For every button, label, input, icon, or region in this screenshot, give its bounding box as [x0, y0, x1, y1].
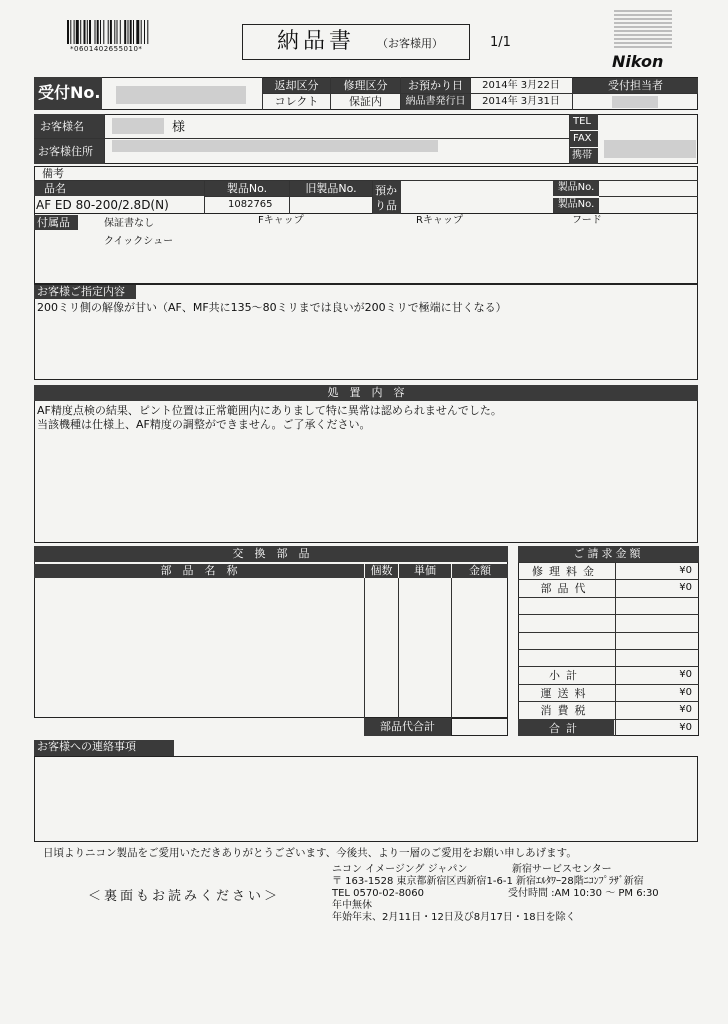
barcode-bar	[120, 20, 121, 44]
footer-closed: 年始年末、2月11日・12日及び8月17日・18日を除く	[332, 912, 576, 923]
accessory-item: 保証書なし	[104, 218, 154, 229]
title-box	[242, 24, 470, 60]
billing-row-value: ¥0	[679, 721, 692, 733]
deposit-item-label: 預かり品	[373, 181, 401, 214]
issue-date-value: 2014年 3月31日	[482, 96, 560, 107]
parts-label: 交 換 部 品	[34, 546, 508, 562]
service-center: 新宿サービスセンター	[512, 864, 612, 875]
footer-open: 年中無休	[332, 900, 372, 911]
customer-sama: 様	[172, 120, 186, 135]
page-title: 納品書	[277, 29, 356, 54]
billing-row-label: 小計	[549, 669, 583, 683]
treatment-line: 当該機種は仕様上、AF精度の調整ができません。ご了承ください。	[37, 418, 371, 431]
request-label: お客様ご指定内容	[34, 285, 136, 299]
staff-redacted	[612, 96, 658, 108]
barcode-bar	[74, 20, 75, 44]
product-no2-label: 製品No.	[553, 181, 599, 196]
product-no-label: 製品No.	[205, 181, 289, 196]
billing-row-value: ¥0	[679, 669, 692, 681]
customer-name-label: お客様名	[34, 114, 104, 138]
barcode-bar	[84, 20, 86, 44]
barcode-bar	[141, 20, 142, 44]
nikon-logo	[610, 10, 676, 72]
col-name: 部 品 名 称	[34, 564, 364, 578]
billing-row-label: 修理料金	[532, 565, 600, 578]
barcode-bar	[117, 20, 118, 44]
product-name-value: AF ED 80-200/2.8D(N)	[36, 198, 169, 212]
customer-address-redacted	[112, 140, 438, 152]
tel-redacted	[604, 140, 696, 158]
repair-label: 修理区分	[331, 78, 400, 93]
barcode-graphic	[66, 20, 184, 44]
page-number: 1/1	[490, 35, 511, 50]
barcode-bar	[108, 20, 109, 44]
company-name: ニコン イメージング ジャパン	[332, 864, 468, 875]
staff-label: 受付担当者	[573, 78, 698, 93]
col-amount: 金額	[452, 564, 508, 578]
col-price: 単価	[399, 564, 451, 578]
remarks-label: 備考	[42, 167, 64, 180]
page-subtitle: （お客様用）	[377, 37, 443, 50]
product-no-value: 1082765	[228, 199, 273, 210]
barcode-bar	[130, 20, 132, 44]
return-value: コレクト	[274, 95, 319, 108]
customer-address-label: お客様住所	[34, 139, 104, 164]
billing-row-value: ¥0	[679, 686, 692, 698]
contact-box	[34, 756, 698, 842]
old-product-no-label: 旧製品No.	[290, 181, 372, 196]
barcode-bar	[103, 20, 104, 44]
barcode	[66, 20, 184, 54]
billing-row-label: 合計	[518, 719, 614, 736]
barcode-bar	[67, 20, 69, 44]
footer-hours: 受付時間 :AM 10:30 〜 PM 6:30	[508, 888, 659, 899]
logo-text: Nikon	[612, 52, 664, 71]
billing-row-value: ¥0	[679, 582, 692, 594]
barcode-bar	[144, 20, 145, 44]
barcode-bar	[87, 20, 88, 44]
accessory-item: Rキャップ	[416, 215, 463, 226]
mobile-label: 携帯	[570, 148, 598, 164]
billing-row-value: ¥0	[679, 704, 692, 716]
billing-row-label: 消費税	[540, 704, 592, 718]
tel-label: TEL	[570, 114, 598, 130]
footer-tel: TEL 0570-02-8060	[332, 888, 425, 899]
treatment-label: 処 置 内 容	[34, 385, 698, 401]
barcode-bar	[80, 20, 81, 44]
back-note: ＜裏面もお読みください＞	[88, 889, 281, 904]
billing-row-value: ¥0	[679, 565, 692, 576]
parts-subtotal-label: 部品代合計	[364, 718, 451, 736]
issue-date-label: 納品書発行日	[401, 94, 470, 110]
accessory-item: Fキャップ	[258, 215, 304, 226]
barcode-bar	[110, 20, 112, 44]
billing-row-label: 運送料	[540, 686, 592, 700]
billing-row-label: 部品代	[540, 582, 592, 596]
barcode-bar	[147, 20, 148, 44]
barcode-bar	[70, 20, 71, 44]
logo-stripes-icon	[614, 10, 672, 50]
product-name-label: 品名	[34, 181, 204, 196]
barcode-bar	[133, 20, 134, 44]
barcode-number: *0601402655010*	[70, 45, 143, 53]
barcode-bar	[97, 20, 99, 44]
contact-label: お客様への連絡事項	[34, 740, 174, 756]
deposit-date-value: 2014年 3月22日	[482, 80, 560, 91]
accessories-label: 付属品	[34, 215, 78, 230]
barcode-bar	[100, 20, 101, 44]
request-text: 200ミリ側の解像が甘い（AF、MF共に135〜80ミリまでは良いが200ミリで極端に甘くなる）	[37, 301, 507, 314]
receipt-no-redacted	[116, 86, 246, 104]
barcode-bar	[89, 20, 91, 44]
accessory-item: フード	[572, 215, 602, 226]
parts-subtotal-value	[451, 718, 508, 736]
col-qty: 個数	[365, 564, 398, 578]
barcode-bar	[114, 20, 115, 44]
repair-value: 保証内	[349, 95, 382, 108]
deposit-date-label: お預かり日	[401, 78, 470, 93]
treatment-line: AF精度点検の結果、ピント位置は正常範囲内にありまして特に異常は認められませんでした。	[37, 404, 502, 417]
footer-address: 〒 163-1528 東京都新宿区西新宿1-6-1 新宿ｴﾙﾀﾜｰ28階ﾆｺﾝﾌﾟﾗｻﾞ新宿	[332, 876, 644, 887]
barcode-bar	[128, 20, 129, 44]
product-no3-label: 製品No.	[553, 198, 599, 213]
barcode-bar	[124, 20, 126, 44]
receipt-no-label: 受付No.	[34, 77, 102, 110]
barcode-bar	[95, 20, 96, 44]
barcode-bar	[136, 20, 139, 44]
fax-label: FAX	[570, 131, 598, 147]
barcode-bar	[76, 20, 79, 44]
customer-name-redacted	[112, 118, 164, 134]
accessory-item: クイックシュー	[104, 236, 174, 247]
return-label: 返却区分	[263, 78, 330, 93]
billing-label: ご請求金額	[518, 546, 699, 562]
thanks-text: 日頃よりニコン製品をご愛用いただきありがとうございます、今後共、より一層のご愛用をお願い申しあげます。	[43, 847, 577, 859]
